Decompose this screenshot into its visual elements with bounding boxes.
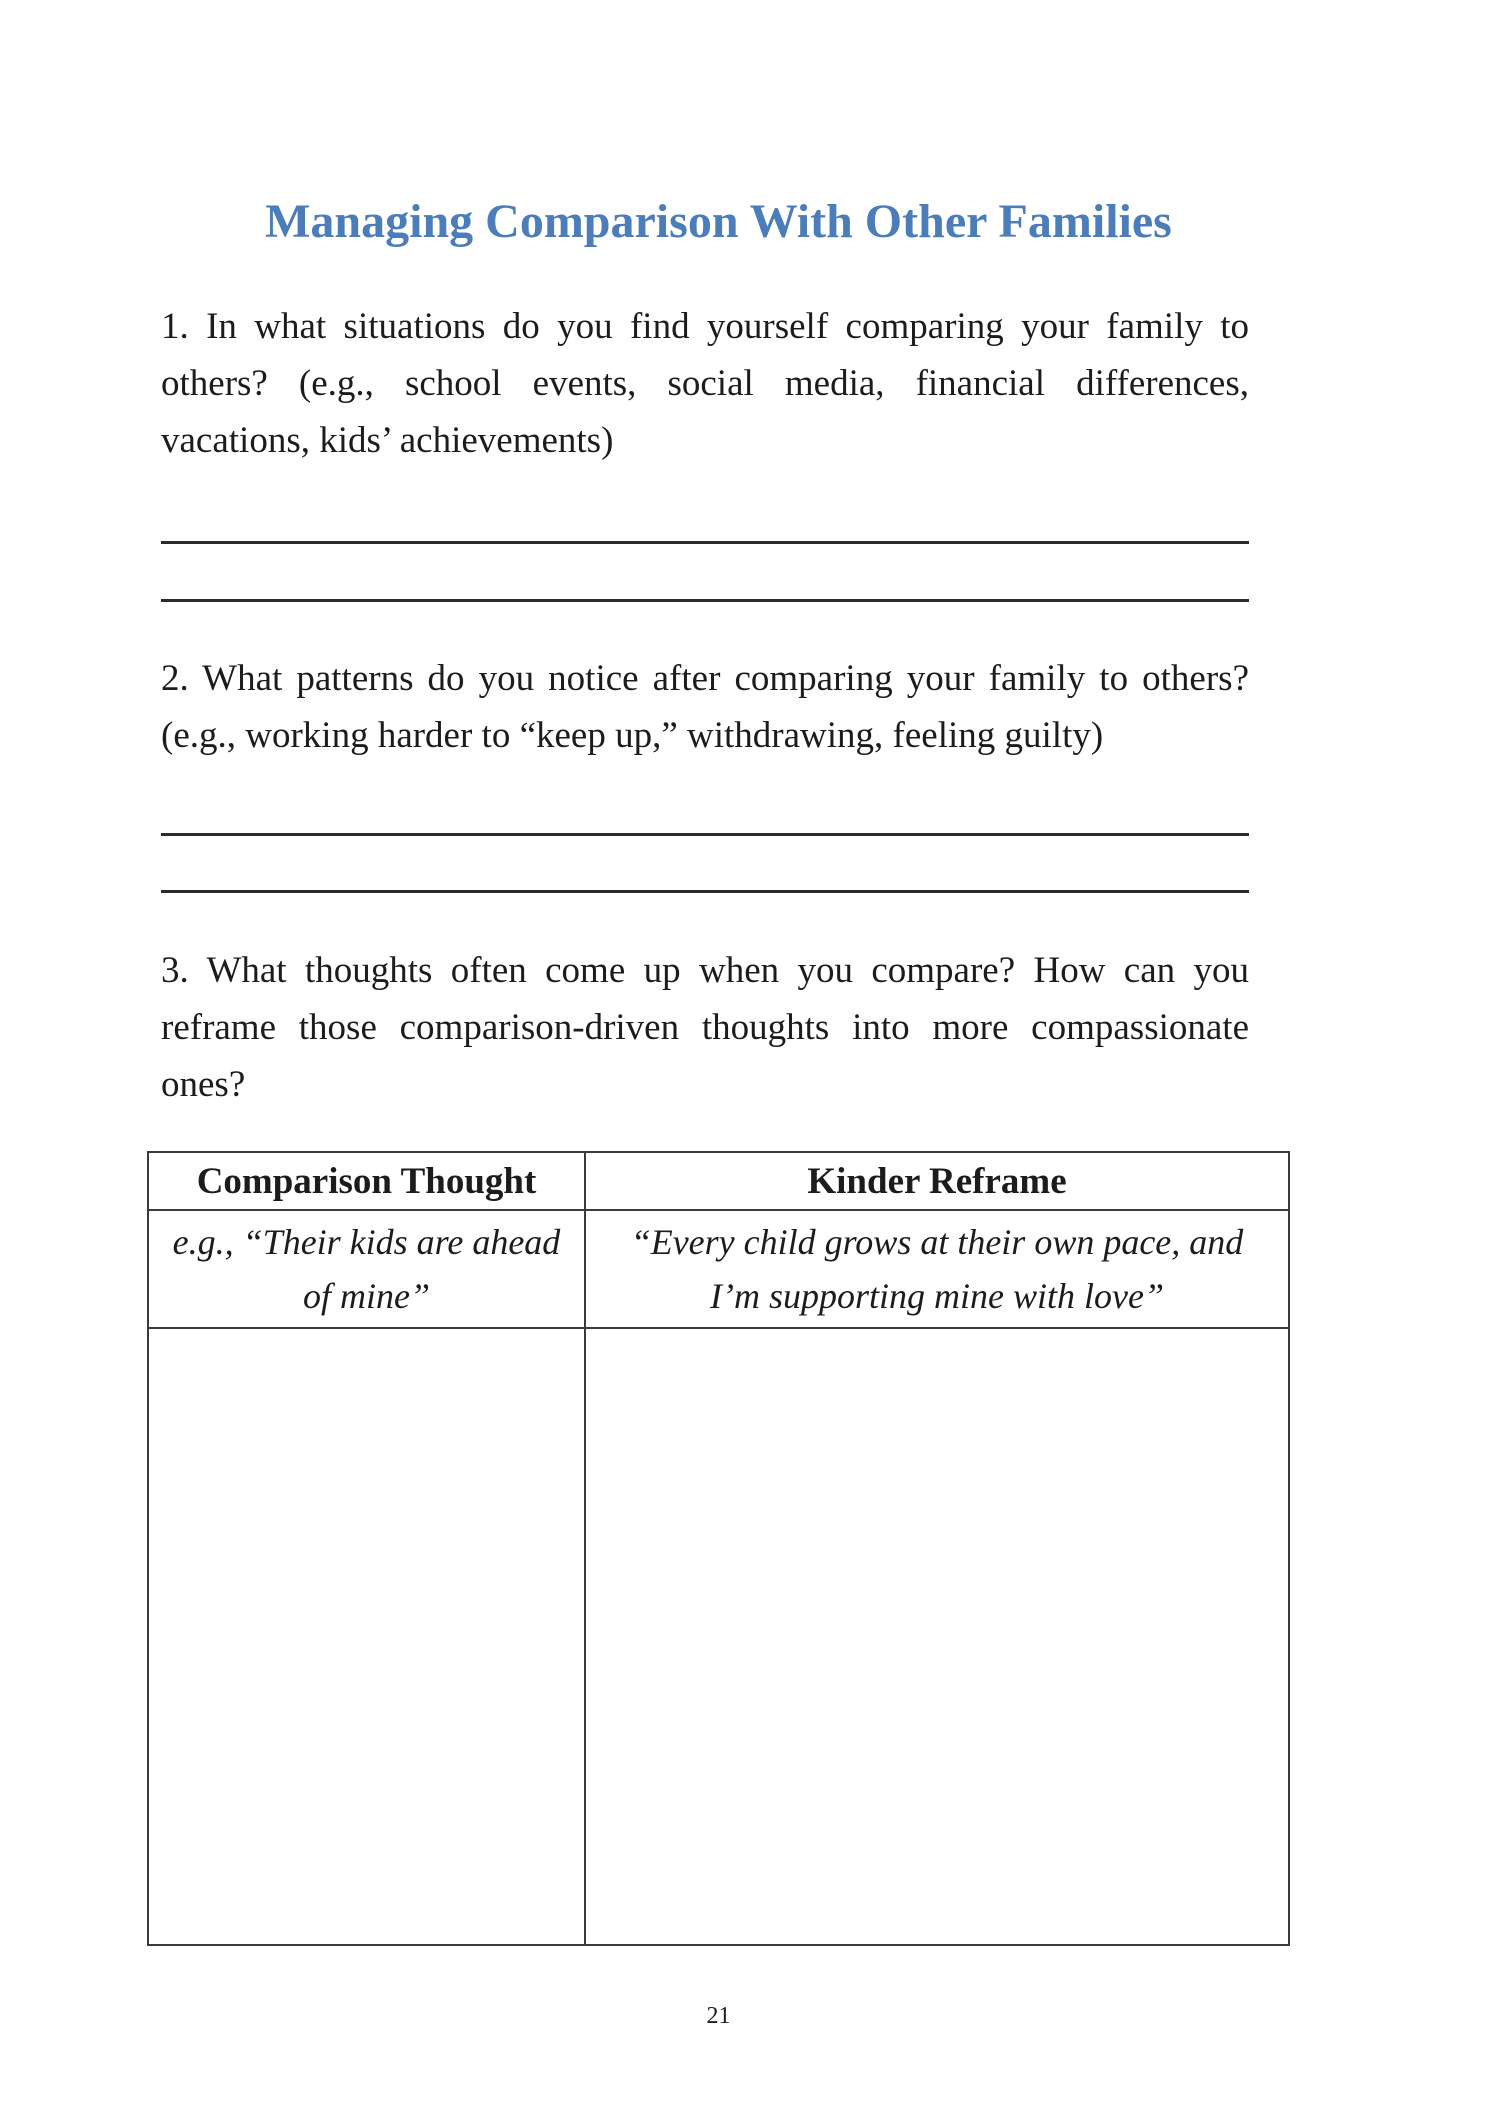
answer-line-q2-1 [161,833,1249,836]
table-header-kinder-reframe: Kinder Reframe [586,1153,1288,1211]
answer-line-q1-2 [161,599,1249,602]
question-1-text: 1. In what situations do you find yourself comparing your family to others? (e.g., school events, social media, financial differences, vacations, kids’ achievements) [161,306,1249,461]
table-header-comparison-thought: Comparison Thought [149,1153,586,1211]
table-empty-comparison-thought [149,1329,586,1944]
question-3-text: 3. What thoughts often come up when you compare? How can you reframe those comparison-driven thoughts into more compassionate ones? [161,950,1249,1105]
table-empty-kinder-reframe [586,1329,1288,1944]
table-example-comparison-thought: e.g., “Their kids are ahead of mine” [149,1211,586,1329]
page-number: 21 [706,2003,731,2029]
table-example-kinder-reframe: “Every child grows at their own pace, and I’m supporting mine with love” [586,1211,1288,1329]
answer-line-q2-2 [161,890,1249,893]
answer-line-q1-1 [161,541,1249,544]
question-2-text: 2. What patterns do you notice after comparing your family to others? (e.g., working harder to “keep up,” withdrawing, feeling guilty) [161,658,1249,756]
reframe-table [147,1151,1290,1946]
page-title: Managing Comparison With Other Families [265,195,1172,248]
